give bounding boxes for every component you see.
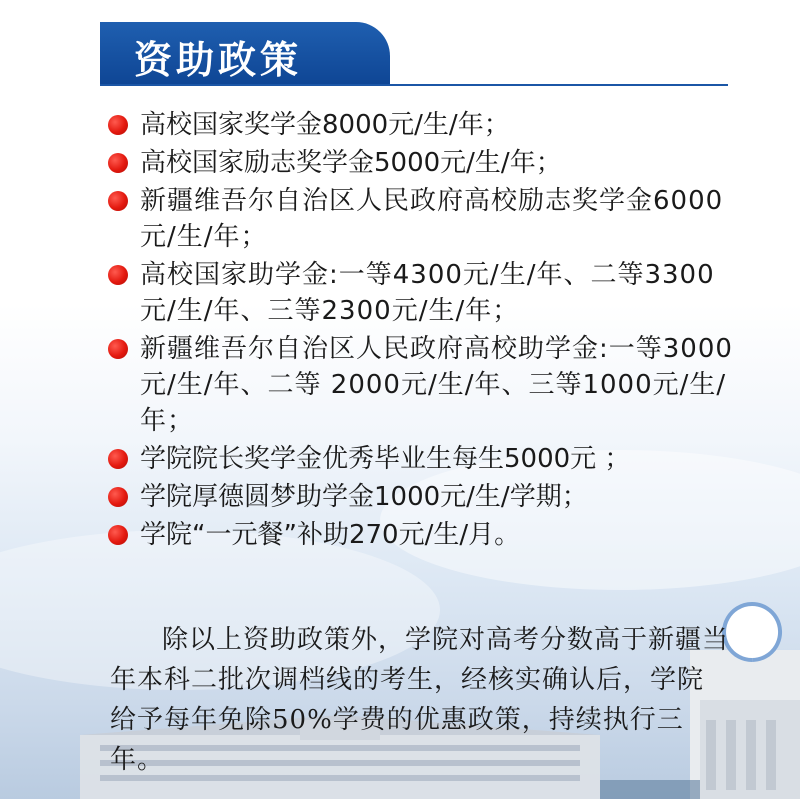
list-item-text: 高校国家助学金:一等4300元/生/年、二等3300元/生/年、三等2300元/生/年； [140,260,715,326]
list-item [104,479,734,515]
list-item [104,441,734,477]
list-item-text: 学院院长奖学金优秀毕业生每生5000元 ； [140,444,631,474]
policy-paragraph: 除以上资助政策外，学院对高考分数高于新疆当年本科二批次调档线的考生，经核实确认后，学院给予每年免除50%学费的优惠政策，持续执行三年。 [110,625,730,775]
list-item [104,331,734,439]
red-bullet-icon [108,525,128,545]
red-bullet-icon [108,487,128,507]
policy-list [104,107,734,555]
list-item-text: 学院“一元餐”补助270元/生/月。 [140,520,521,550]
list-item [104,257,734,329]
list-item-text: 新疆维吾尔自治区人民政府高校励志奖学金6000元/生/年； [140,186,724,252]
list-item [104,183,734,255]
section-header-tab [100,22,390,86]
list-item [104,145,734,181]
red-bullet-icon [108,265,128,285]
list-item [104,107,734,143]
list-item-text: 高校国家励志奖学金5000元/生/年； [140,148,562,178]
list-item [104,517,734,553]
section-title: 资助政策 [134,38,303,82]
red-bullet-icon [108,449,128,469]
header-divider [100,84,728,86]
list-item-text: 学院厚德圆梦助学金1000元/生/学期； [140,482,588,512]
red-bullet-icon [108,339,128,359]
red-bullet-icon [108,191,128,211]
list-item-text: 高校国家奖学金8000元/生/年； [140,110,510,140]
red-bullet-icon [108,153,128,173]
red-bullet-icon [108,115,128,135]
list-item-text: 新疆维吾尔自治区人民政府高校助学金:一等3000元/生/年、二等 2000元/生/年、三等1000元/生/年； [140,334,733,436]
